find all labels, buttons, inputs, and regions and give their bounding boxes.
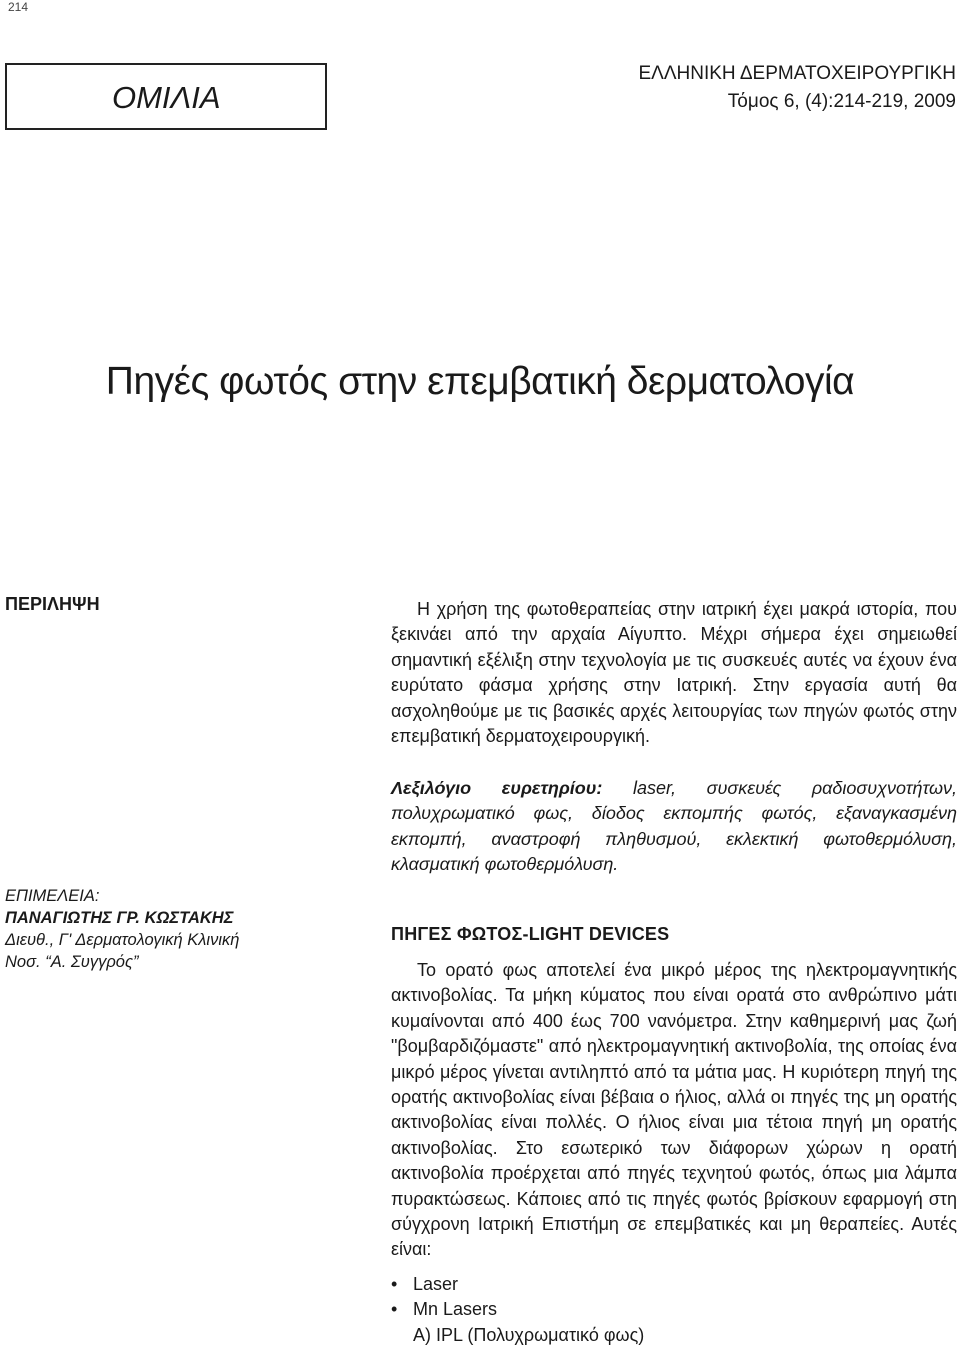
editor-name: ΠΑΝΑΓΙΩΤΗΣ ΓΡ. ΚΩΣΤΑΚΗΣ (5, 909, 234, 927)
list-item-label: Mn Lasers (413, 1299, 498, 1320)
journal-info (638, 60, 956, 116)
section-text: Το ορατό φως αποτελεί ένα μικρό μέρος της ηλεκτρομαγνητικής ακτινοβολίας. Τα μήκη κύματος που είναι ορατά στο ανθρώπινο μάτι κυμαίνονται από 400 έως 700 νανόμετρα. Στην καθημερινή μας ζωή "βομβαρδιζόμαστε" από ηλεκτρομαγνητική ακτινοβολία, της οποίας ένα μικρό μέρος γίνεται αντιληπτό από τα μάτια μας. Η κυριότερη πηγή της ορατής ακτινοβολίας είναι βέβαια ο ήλιος, αλλά οι πηγές της μη ορατής ακτινοβολίας είναι πολλές. Ο ήλιος είναι μια τέτοια πηγή μη ορατής ακτινοβολίας. Στο εσωτερικό των διάφορων χώρων η ορατή ακτινοβολία προέρχεται από πηγές τεχνητού φωτός, όπως μια λάμπα πυρακτώσεως. Κάποιες από τις πηγές φωτός βρίσκουν εφαρμογή στη σύγχρονη Ιατρική Επιστήμη σε επεμβατικές και μη θεραπείες. Αυτές είναι: (391, 960, 957, 1260)
journal-name: ΕΛΛΗΝΙΚΗ ΔΕΡΜΑΤΟΧΕΙΡΟΥΡΓΙΚΗ (638, 63, 956, 84)
article-title: Πηγές φωτός στην επεμβατική δερματολογία (105, 360, 855, 403)
editor-institution: Νοσ. “Α. Συγγρός” (5, 953, 139, 971)
keywords-label: Λεξιλόγιο ευρετηρίου: (391, 778, 603, 798)
abstract-text: Η χρήση της φωτοθεραπείας στην ιατρική έχει μακρά ιστορία, που ξεκινάει από την αρχαία Αίγυπτο. Μέχρι σήμερα έχει σημειωθεί σημαντική εξέλιξη στην τεχνολογία με τις συσκευές αυτές να έχουν ένα ευρύτατο φάσμα χρήσης στην Ιατρική. Στην εργασία αυτή θα ασχοληθούμε με τις βασικές αρχές λειτουργίας των πηγών φωτός στην επεμβατική δερματοχειρουργική. (391, 599, 957, 747)
editor-affiliation: Διευθ., Γ' Δερματολογική Κλινική (5, 931, 240, 949)
bullet-icon: • (391, 1274, 398, 1294)
editor-role: ΕΠΙΜΕΛΕΙΑ: (5, 887, 100, 905)
list-item-label: Laser (413, 1274, 459, 1294)
editor-block (5, 885, 239, 973)
light-devices-list (391, 1272, 644, 1348)
section-label: ΟΜΙΛΙΑ (112, 80, 221, 115)
bullet-icon: • (391, 1299, 398, 1320)
volume-info: Τόμος 6, (4):214-219, 2009 (727, 91, 956, 112)
abstract-heading: ΠΕΡΙΛΗΨΗ (5, 594, 100, 614)
list-item (391, 1297, 644, 1322)
page-number: 214 (8, 0, 29, 14)
list-item (391, 1272, 644, 1297)
keywords-text: laser, συσκευές ραδιοσυχνοτήτων, πολυχρωματικό φως, δίοδος εκπομπής φωτός, εξαναγκασμένη εκπομπή, αναστροφή πληθυσμού, εκλεκτική φωτοθερμόλυση, κλασματική φωτοθερμόλυση. (391, 778, 957, 875)
section-heading: ΠΗΓΕΣ ΦΩΤΟΣ-LIGHT DEVICES (391, 924, 670, 944)
list-sub-item: A) IPL (Πολυχρωματικό φως) (413, 1324, 645, 1345)
keywords-block (391, 776, 957, 878)
